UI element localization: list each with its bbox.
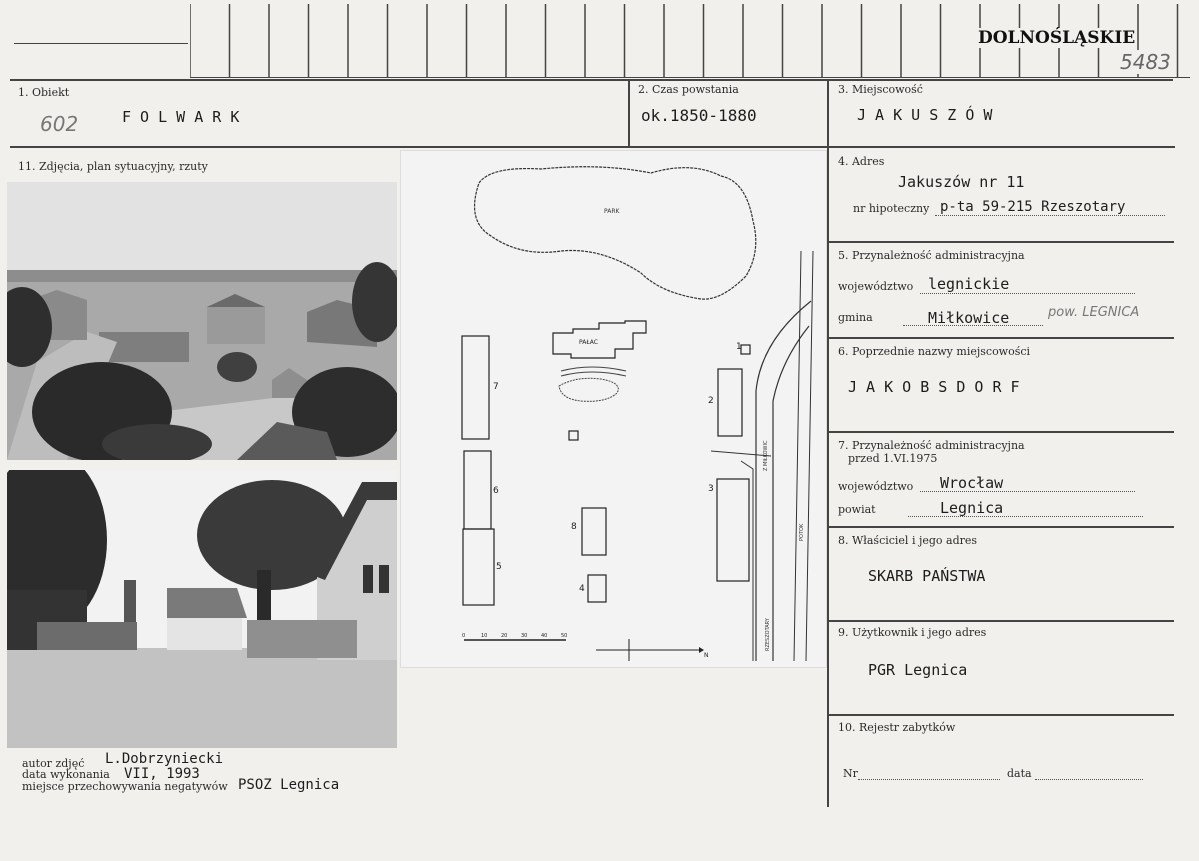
negatives-label: miejsce przechowywania negatywów [22, 780, 228, 793]
photo-date-value: VII, 1993 [124, 766, 200, 782]
field7-label: 7. Przynależność administracyjna [838, 439, 1025, 452]
field1-label: 1. Obiekt [18, 86, 70, 99]
building-number-8: 8 [571, 522, 577, 532]
gmina-value: Miłkowice [928, 309, 1010, 327]
wojewodztwo-old-label: województwo [838, 480, 914, 493]
register-nr-label: Nr [843, 767, 858, 780]
street-photo-drawing [7, 470, 397, 748]
field7-label2: przed 1.VI.1975 [848, 452, 938, 465]
building-number-6: 6 [493, 486, 499, 496]
wojewodztwo-old-value: Wrocław [940, 474, 1004, 492]
palace-label: PAŁAC [579, 339, 598, 346]
address-value: Jakuszów nr 11 [898, 173, 1025, 191]
powiat-line [908, 515, 1143, 517]
gmina-line [903, 324, 1043, 326]
row-rule-9 [829, 620, 1174, 622]
negatives-value: PSOZ Legnica [238, 777, 340, 793]
powiat-value: Legnica [940, 499, 1004, 517]
gmina-note: pow. LEGNICA [1048, 305, 1140, 320]
building-number-1: 1 [736, 342, 742, 352]
road-label-milkowice: Z MIŁKOWIC [763, 440, 769, 471]
road-label-potok: POTOK [799, 523, 805, 541]
wojewodztwo-value: legnickie [928, 275, 1010, 293]
user-value: PGR Legnica [868, 661, 968, 679]
register-date-line [1035, 778, 1143, 780]
row1-bottom-rule [10, 146, 1175, 148]
scale-label-10: 10 [481, 633, 488, 639]
field3-label: 3. Miejscowość [838, 83, 923, 96]
previous-name-value: J A K O B S D O R F [848, 378, 1020, 396]
author-value: L.Dobrzyniecki [105, 751, 224, 767]
photo-date-label: data wykonania [22, 768, 110, 781]
scale-label-0: 0 [462, 633, 466, 639]
row-rule-8 [829, 526, 1174, 528]
gmina-label: gmina [838, 311, 873, 324]
wojewodztwo-label: województwo [838, 280, 914, 293]
region-title: DOLNOŚLĄSKIE [978, 28, 1136, 48]
field8-label: 8. Właściciel i jego adres [838, 534, 978, 547]
field5-label: 5. Przynależność administracyjna [838, 249, 1025, 262]
road-label-rzeszotary: RZESZOTARY [765, 618, 771, 651]
scale-label-20: 20 [501, 633, 508, 639]
scale-label-30: 30 [521, 633, 528, 639]
row-rule-6 [829, 337, 1174, 339]
row-rule-10 [829, 714, 1174, 716]
powiat-label: powiat [838, 503, 876, 516]
building-number-3: 3 [708, 484, 714, 494]
aerial-photo [7, 182, 397, 460]
scale-label-50: 50 [561, 633, 568, 639]
wojewodztwo-old-line [920, 490, 1135, 492]
top-left-rule [14, 43, 188, 44]
building-number-5: 5 [496, 562, 502, 572]
building-number-4: 4 [579, 584, 585, 594]
field10-label: 10. Rejestr zabytków [838, 721, 956, 734]
card-number: 5483 [1120, 50, 1171, 74]
locality-value: J A K U S Z Ó W [857, 106, 993, 124]
park-label: PARK [604, 208, 620, 215]
date-value: ok.1850-1880 [641, 106, 757, 125]
row1-top-rule [10, 79, 1173, 81]
site-plan-drawing [401, 151, 826, 667]
site-plan [400, 150, 827, 668]
field11-label: 11. Zdjęcia, plan sytuacyjny, rzuty [18, 160, 208, 173]
field9-label: 9. Użytkownik i jego adres [838, 626, 987, 639]
object-value: F O L W A R K [122, 108, 240, 126]
building-number-7: 7 [493, 382, 499, 392]
register-date-label: data [1007, 767, 1032, 780]
row1-divider-a [628, 79, 630, 147]
street-photo [7, 470, 397, 748]
row1-divider-b [827, 79, 829, 807]
hipoteczny-label: nr hipoteczny [853, 202, 930, 215]
row-rule-5 [829, 241, 1174, 243]
hipoteczny-value: p-ta 59-215 Rzeszotary [940, 199, 1126, 215]
field6-label: 6. Poprzednie nazwy miejscowości [838, 345, 1031, 358]
wojewodztwo-line [920, 292, 1135, 294]
scale-label-40: 40 [541, 633, 548, 639]
object-number: 602 [40, 112, 79, 136]
register-nr-line [858, 778, 1000, 780]
author-label: autor zdjęć [22, 757, 85, 770]
north-label: N [704, 652, 709, 659]
hipoteczny-line [935, 214, 1165, 216]
owner-value: SKARB PAŃSTWA [868, 567, 986, 585]
row-rule-7 [829, 431, 1174, 433]
field2-label: 2. Czas powstania [638, 83, 739, 96]
aerial-photo-drawing [7, 182, 397, 460]
building-number-2: 2 [708, 396, 714, 406]
field4-label: 4. Adres [838, 155, 885, 168]
